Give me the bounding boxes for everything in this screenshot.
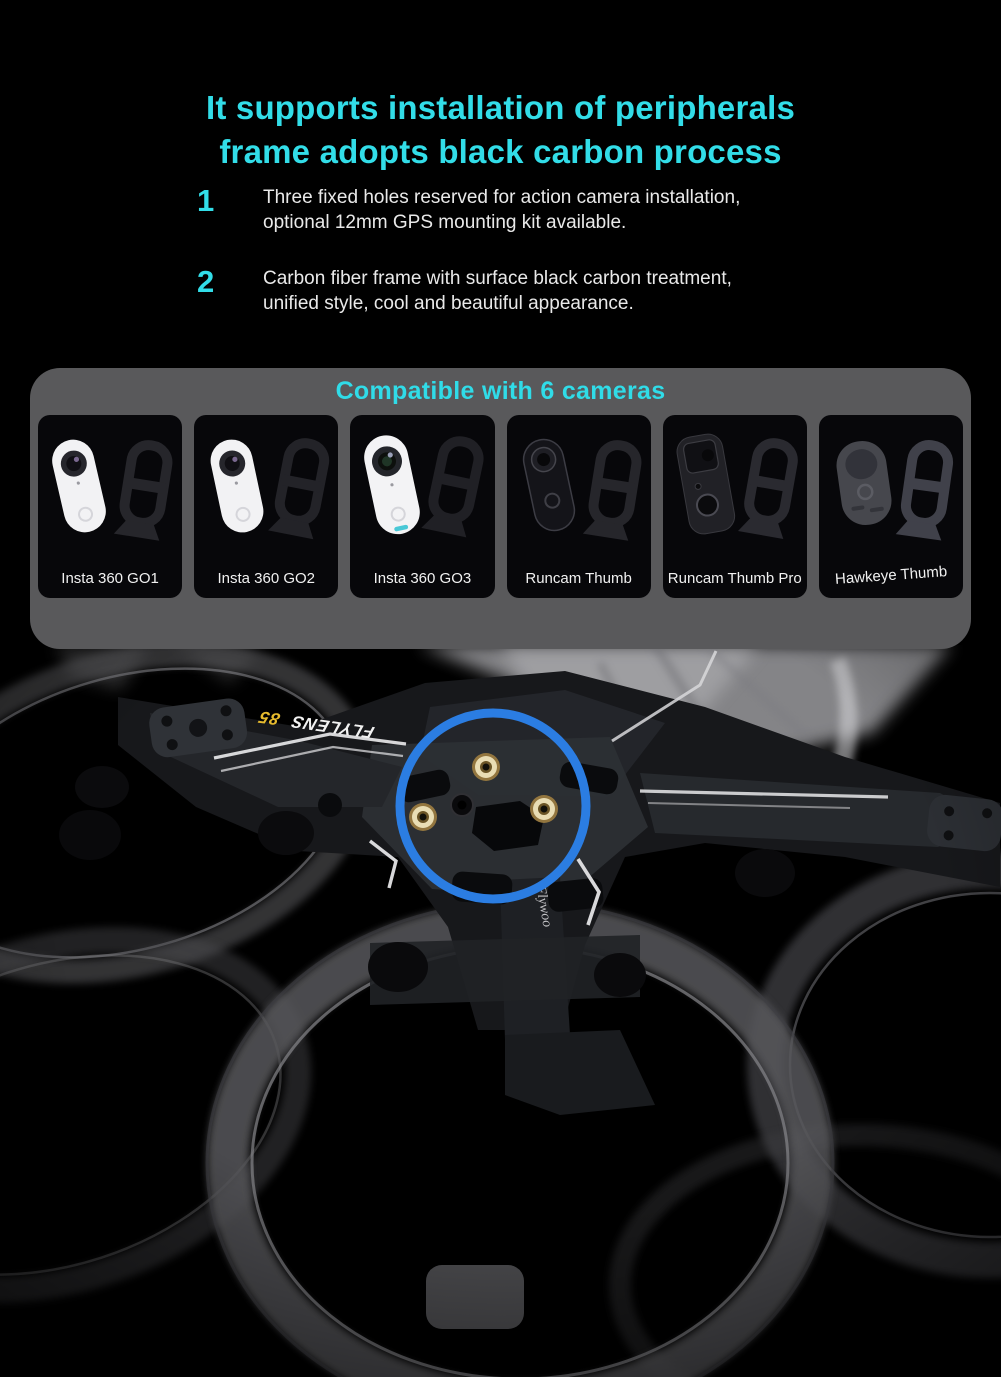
- camera-label: Hawkeye Thumb: [834, 563, 948, 588]
- vignette: [0, 645, 1001, 1377]
- camera-label: Insta 360 GO2: [217, 570, 316, 587]
- camera-card-hawkeye-thumb: [819, 415, 963, 598]
- insta360-go1-image: [44, 427, 176, 559]
- feature-text-2: [263, 266, 732, 316]
- camera-label: Insta 360 GO3: [373, 570, 472, 587]
- camera-card-insta360-go1: [38, 415, 182, 598]
- feature-number-1: 1: [197, 183, 215, 218]
- compatibility-panel: [30, 368, 971, 649]
- page-title: [0, 86, 1001, 174]
- feature-1-line1: Three fixed holes reserved for action camera installation,: [263, 187, 741, 208]
- camera-label: Runcam Thumb Pro: [667, 570, 802, 587]
- drone-photo-svg: [0, 645, 1001, 1377]
- camera-card-runcam-thumb: [507, 415, 651, 598]
- camera-card-insta360-go3: [350, 415, 494, 598]
- feature-item-2: [197, 266, 732, 316]
- feature-number-2: 2: [197, 264, 215, 299]
- camera-card-runcam-thumb-pro: [663, 415, 807, 598]
- runcam-thumb-pro-image: [669, 427, 801, 559]
- insta360-go2-image: [200, 427, 332, 559]
- drone-photo: [0, 645, 1001, 1377]
- feature-text-1: [263, 185, 740, 235]
- page-title-line1: It supports installation of peripherals: [205, 89, 796, 127]
- feature-item-1: [197, 185, 740, 235]
- hawkeye-thumb-image: [825, 427, 957, 559]
- compatibility-heading: Compatible with 6 cameras: [335, 377, 666, 405]
- insta360-go3-image: [356, 427, 488, 559]
- camera-label: Insta 360 GO1: [61, 570, 159, 587]
- feature-2-line1: Carbon fiber frame with surface black carbon treatment,: [263, 268, 732, 289]
- camera-label: Runcam Thumb: [525, 570, 632, 587]
- feature-2-line2: unified style, cool and beautiful appearance.: [263, 293, 634, 314]
- runcam-thumb-image: [513, 427, 645, 559]
- page-title-line2: frame adopts black carbon process: [219, 133, 782, 171]
- camera-card-insta360-go2: [194, 415, 338, 598]
- camera-cards-row: [38, 415, 963, 598]
- feature-1-line2: optional 12mm GPS mounting kit available.: [263, 212, 627, 233]
